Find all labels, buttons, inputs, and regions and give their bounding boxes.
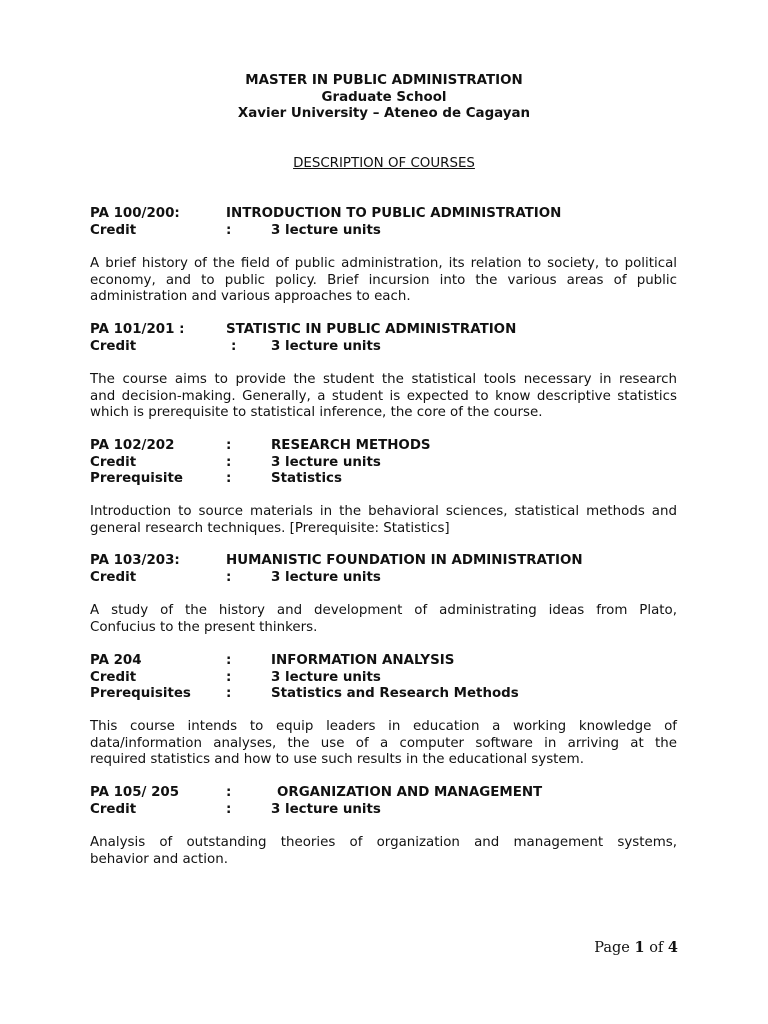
course-code: PA 204 [90, 653, 142, 668]
colon: : [226, 785, 232, 800]
course-code: PA 102/202 [90, 438, 175, 453]
page-total: 4 [667, 939, 678, 956]
colon: : [226, 222, 232, 238]
course-description [90, 256, 677, 306]
course-description [90, 603, 677, 636]
colon: : [226, 686, 232, 702]
credit-value: 3 lecture units [271, 338, 381, 354]
description-line: data/information analyses, the use of a computer software in arriving at the [90, 735, 677, 751]
prerequisite-label: Prerequisite [90, 471, 183, 487]
credit-label: Credit [90, 338, 137, 354]
program-title: MASTER IN PUBLIC ADMINISTRATION [245, 73, 523, 88]
course-description [90, 835, 677, 868]
credit-value: 3 lecture units [271, 454, 381, 470]
colon: : [226, 454, 232, 470]
course-code: PA 101/201 : [90, 322, 185, 337]
page-label: Page [594, 940, 630, 956]
course-title: INFORMATION ANALYSIS [271, 653, 455, 668]
credit-label: Credit [90, 569, 137, 585]
prerequisite-value: Statistics [271, 471, 342, 487]
page-current: 1 [634, 939, 645, 956]
course-code: PA 103/203: [90, 553, 180, 568]
course-code: PA 100/200: [90, 206, 180, 221]
description-line: Introduction to source materials in the behavioral sciences, statistical methods and [90, 504, 677, 519]
credit-value: 3 lecture units [271, 569, 381, 585]
description-line: The course aims to provide the student the statistical tools necessary in research [90, 372, 677, 387]
colon: : [226, 653, 232, 668]
description-line: A study of the history and development of administrating ideas from Plato, [90, 603, 677, 618]
credit-label: Credit [90, 454, 137, 470]
school-name: Graduate School [321, 89, 447, 105]
university-name: Xavier University – Ateneo de Cagayan [237, 106, 531, 122]
course-description [90, 719, 677, 769]
course-code: PA 105/ 205 [90, 785, 180, 800]
colon: : [231, 338, 237, 354]
course-pa-101 [90, 322, 680, 355]
prerequisite-label: Prerequisites [90, 686, 191, 702]
course-title: RESEARCH METHODS [271, 438, 431, 453]
course-description [90, 372, 677, 422]
colon: : [226, 471, 232, 487]
credit-label: Credit [90, 801, 137, 817]
course-pa-204 [90, 653, 680, 703]
description-line: administration and various approaches to each. [90, 289, 411, 305]
section-title: DESCRIPTION OF COURSES [293, 156, 475, 171]
colon: : [226, 801, 232, 817]
prerequisite-value: Statistics and Research Methods [271, 686, 519, 702]
page-number [594, 940, 678, 957]
description-line: general research techniques. [Prerequisite: Statistics] [90, 520, 450, 536]
credit-label: Credit [90, 222, 137, 238]
description-line: which is prerequisite to statistical inference, the core of the course. [90, 405, 543, 421]
course-pa-105 [90, 785, 680, 818]
description-line: Confucius to the present thinkers. [90, 619, 318, 635]
description-line: and decision-making. Generally, a student is expected to know descriptive statistics [90, 388, 677, 404]
colon: : [226, 438, 232, 453]
course-title: INTRODUCTION TO PUBLIC ADMINISTRATION [226, 206, 562, 221]
description-line: A brief history of the field of public administration, its relation to society, to political [90, 256, 677, 271]
description-line: This course intends to equip leaders in education a working knowledge of [90, 719, 677, 734]
description-line: Analysis of outstanding theories of organization and management systems, [90, 835, 677, 850]
page-of: of [649, 940, 664, 956]
colon: : [226, 569, 232, 585]
course-description [90, 504, 677, 537]
course-pa-102 [90, 438, 680, 488]
credit-label: Credit [90, 669, 137, 685]
course-title: HUMANISTIC FOUNDATION IN ADMINISTRATION [226, 553, 583, 568]
description-line: economy, and to public policy. Brief incursion into the various areas of public [90, 272, 677, 288]
colon: : [226, 669, 232, 685]
document-header [0, 73, 768, 123]
credit-value: 3 lecture units [271, 222, 381, 238]
credit-value: 3 lecture units [271, 801, 381, 817]
description-line: required statistics and how to use such results in the educational system. [90, 752, 584, 768]
credit-value: 3 lecture units [271, 669, 381, 685]
description-line: behavior and action. [90, 851, 228, 867]
course-title: ORGANIZATION AND MANAGEMENT [277, 785, 543, 800]
course-pa-103 [90, 553, 680, 586]
course-pa-100 [90, 206, 680, 239]
course-title: STATISTIC IN PUBLIC ADMINISTRATION [226, 322, 517, 337]
